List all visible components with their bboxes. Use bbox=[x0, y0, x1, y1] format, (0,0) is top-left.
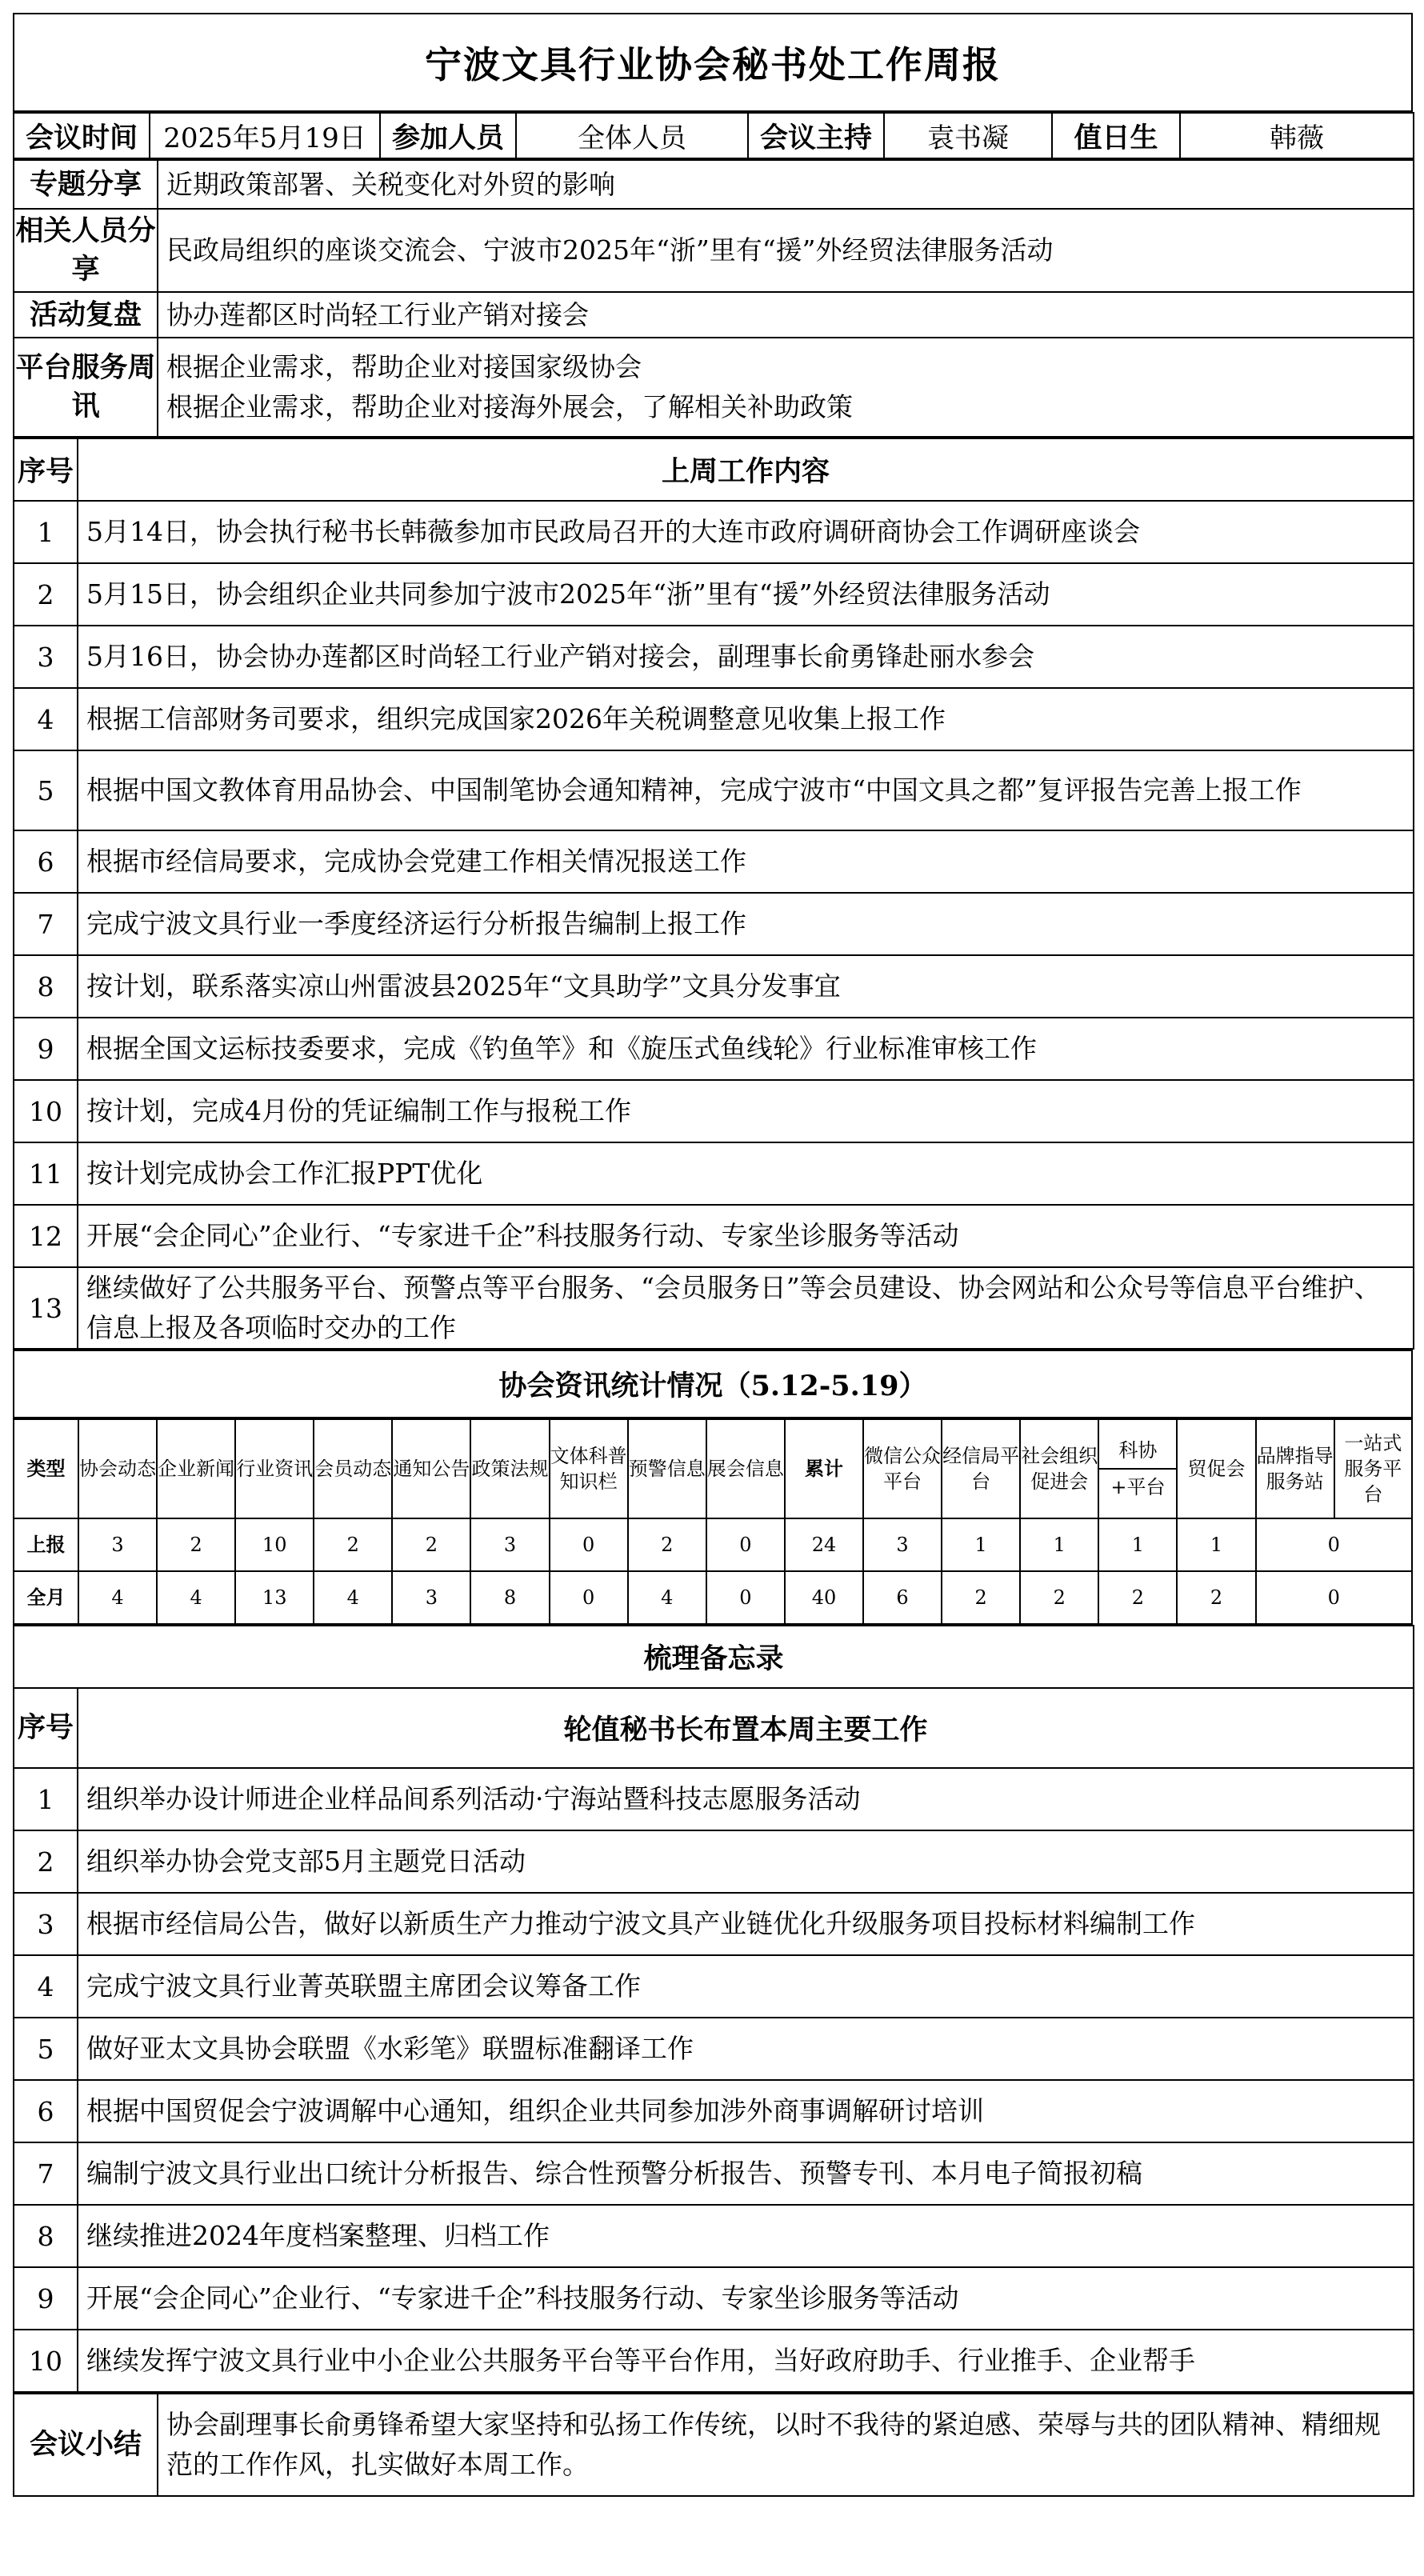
last-week-row bbox=[14, 955, 1414, 1018]
last-week-row-text: 按计划，联系落实凉山州雷波县2025年“文具助学”文具分发事宜 bbox=[78, 955, 1414, 1018]
stats-cell: 40 bbox=[785, 1571, 863, 1624]
last-week-row bbox=[14, 1205, 1414, 1267]
duty-label: 值日生 bbox=[1052, 113, 1180, 158]
memo-row-no: 5 bbox=[14, 2018, 78, 2080]
stats-column-header: 文体科普知识栏 bbox=[550, 1419, 628, 1518]
summary-table bbox=[13, 2393, 1414, 2497]
stats-cell: 1 bbox=[1098, 1518, 1177, 1571]
info-value-topic: 近期政策部署、关税变化对外贸的影响 bbox=[158, 160, 1414, 209]
stats-column-header-main: 科协 bbox=[1099, 1438, 1176, 1470]
memo-heading: 梳理备忘录 bbox=[14, 1626, 1414, 1688]
stats-column-header: 协会动态 bbox=[78, 1419, 157, 1518]
summary-text: 协会副理事长俞勇锋希望大家坚持和弘扬工作传统，以时不我待的紧迫感、荣辱与共的团队精神、精细规范的工作作风，扎实做好本周工作。 bbox=[158, 2394, 1414, 2496]
stats-column-header: 预警信息 bbox=[628, 1419, 706, 1518]
stats-column-header: 品牌指导服务站 bbox=[1256, 1419, 1334, 1518]
stats-cell: 0 bbox=[706, 1571, 785, 1624]
last-week-row-no: 7 bbox=[14, 893, 78, 955]
memo-row bbox=[14, 2142, 1414, 2205]
weekly-report-sheet bbox=[13, 13, 1413, 2497]
last-week-row-no: 10 bbox=[14, 1080, 78, 1142]
memo-subheading: 轮值秘书长布置本周主要工作 bbox=[78, 1688, 1414, 1768]
memo-row-no: 10 bbox=[14, 2330, 78, 2392]
memo-row-text: 继续发挥宁波文具行业中小企业公共服务平台等平台作用，当好政府助手、行业推手、企业帮手 bbox=[78, 2330, 1414, 2392]
memo-no-header: 序号 bbox=[14, 1688, 78, 1768]
stats-row-label: 上报 bbox=[14, 1518, 78, 1571]
stats-cell: 0 bbox=[550, 1571, 628, 1624]
last-week-no-header: 序号 bbox=[14, 438, 78, 501]
last-week-row-text: 5月14日，协会执行秘书长韩薇参加市民政局召开的大连市政府调研商协会工作调研座谈会 bbox=[78, 501, 1414, 563]
info-label-sharing bbox=[14, 209, 158, 292]
info-value-review: 协办莲都区时尚轻工行业产销对接会 bbox=[158, 292, 1414, 338]
stats-column-header: 累计 bbox=[785, 1419, 863, 1518]
stats-column-header: 一站式服务平台 bbox=[1334, 1419, 1412, 1518]
last-week-row bbox=[14, 1080, 1414, 1142]
memo-row-text: 组织举办设计师进企业样品间系列活动·宁海站暨科技志愿服务活动 bbox=[78, 1768, 1414, 1830]
memo-row-no: 2 bbox=[14, 1830, 78, 1893]
stats-cell: 4 bbox=[314, 1571, 392, 1624]
last-week-row-text: 根据工信部财务司要求，组织完成国家2026年关税调整意见收集上报工作 bbox=[78, 688, 1414, 750]
memo-row-no: 6 bbox=[14, 2080, 78, 2142]
memo-row-text: 继续推进2024年度档案整理、归档工作 bbox=[78, 2205, 1414, 2267]
stats-cell: 4 bbox=[78, 1571, 157, 1624]
last-week-row-no: 6 bbox=[14, 830, 78, 893]
stats-cell: 2 bbox=[942, 1571, 1020, 1624]
memo-row-text: 根据市经信局公告，做好以新质生产力推动宁波文具产业链优化升级服务项目投标材料编制工作 bbox=[78, 1893, 1414, 1955]
last-week-row bbox=[14, 501, 1414, 563]
info-value-platform bbox=[158, 338, 1414, 437]
stats-column-header bbox=[1098, 1419, 1177, 1518]
memo-row-text: 编制宁波文具行业出口统计分析报告、综合性预警分析报告、预警专刊、本月电子简报初稿 bbox=[78, 2142, 1414, 2205]
memo-row-text: 开展“会企同心”企业行、“专家进千企”科技服务行动、专家坐诊服务等活动 bbox=[78, 2267, 1414, 2330]
stats-heading-table bbox=[13, 1350, 1413, 1418]
stats-cell-merged: 0 bbox=[1256, 1518, 1412, 1571]
stats-cell: 2 bbox=[314, 1518, 392, 1571]
attendees-label: 参加人员 bbox=[380, 113, 516, 158]
stats-column-header: 企业新闻 bbox=[157, 1419, 235, 1518]
memo-row-no: 4 bbox=[14, 1955, 78, 2018]
platform-line-1: 根据企业需求，帮助企业对接国家级协会 bbox=[166, 351, 642, 382]
stats-column-header: 通知公告 bbox=[392, 1419, 470, 1518]
attendees-value: 全体人员 bbox=[516, 113, 748, 158]
stats-cell: 1 bbox=[1177, 1518, 1255, 1571]
stats-cell: 3 bbox=[470, 1518, 549, 1571]
memo-table bbox=[13, 1625, 1414, 2393]
stats-heading: 协会资讯统计情况（5.12-5.19） bbox=[14, 1350, 1412, 1418]
memo-row bbox=[14, 1955, 1414, 2018]
meeting-info-table bbox=[13, 112, 1414, 159]
stats-cell: 3 bbox=[392, 1571, 470, 1624]
duty-value: 韩薇 bbox=[1180, 113, 1414, 158]
stats-cell: 13 bbox=[235, 1571, 314, 1624]
memo-row-text: 组织举办协会党支部5月主题党日活动 bbox=[78, 1830, 1414, 1893]
last-week-heading: 上周工作内容 bbox=[78, 438, 1414, 501]
stats-cell: 1 bbox=[942, 1518, 1020, 1571]
memo-row-no: 9 bbox=[14, 2267, 78, 2330]
last-week-rows bbox=[14, 501, 1414, 1349]
last-week-row-text: 根据全国文运标技委要求，完成《钓鱼竿》和《旋压式鱼线轮》行业标准审核工作 bbox=[78, 1018, 1414, 1080]
stats-row-month bbox=[14, 1571, 1412, 1624]
summary-label: 会议小结 bbox=[14, 2394, 158, 2496]
memo-row-no: 8 bbox=[14, 2205, 78, 2267]
stats-column-header: 微信公众平台 bbox=[863, 1419, 942, 1518]
memo-row bbox=[14, 2080, 1414, 2142]
stats-column-header: 会员动态 bbox=[314, 1419, 392, 1518]
info-label-sharing-text: 相关人员分享 bbox=[15, 214, 156, 286]
stats-column-header: 贸促会 bbox=[1177, 1419, 1255, 1518]
last-week-row-no: 1 bbox=[14, 501, 78, 563]
last-week-row-text: 5月16日，协会协办莲都区时尚轻工行业产销对接会，副理事长俞勇锋赴丽水参会 bbox=[78, 626, 1414, 688]
info-label-topic: 专题分享 bbox=[14, 160, 158, 209]
stats-row-label: 全月 bbox=[14, 1571, 78, 1624]
last-week-row-no: 8 bbox=[14, 955, 78, 1018]
platform-line-2: 根据企业需求，帮助企业对接海外展会，了解相关补助政策 bbox=[166, 391, 853, 422]
last-week-row bbox=[14, 830, 1414, 893]
memo-row bbox=[14, 1893, 1414, 1955]
memo-row-text: 完成宁波文具行业菁英联盟主席团会议筹备工作 bbox=[78, 1955, 1414, 2018]
stats-cell-merged: 0 bbox=[1256, 1571, 1412, 1624]
last-week-row-no: 3 bbox=[14, 626, 78, 688]
memo-row bbox=[14, 2018, 1414, 2080]
last-week-row bbox=[14, 1018, 1414, 1080]
stats-type-header: 类型 bbox=[14, 1419, 78, 1518]
stats-column-header: 社会组织促进会 bbox=[1020, 1419, 1098, 1518]
stats-cell: 0 bbox=[550, 1518, 628, 1571]
last-week-row-text: 根据中国文教体育用品协会、中国制笔协会通知精神，完成宁波市“中国文具之都”复评报告完善上报工作 bbox=[78, 750, 1414, 830]
last-week-row-no: 4 bbox=[14, 688, 78, 750]
stats-cell: 2 bbox=[392, 1518, 470, 1571]
stats-cell: 3 bbox=[78, 1518, 157, 1571]
last-week-table bbox=[13, 438, 1414, 1350]
info-table bbox=[13, 159, 1414, 438]
stats-column-header: 经信局平台 bbox=[942, 1419, 1020, 1518]
stats-cell: 0 bbox=[706, 1518, 785, 1571]
last-week-row-no: 9 bbox=[14, 1018, 78, 1080]
last-week-row-no: 13 bbox=[14, 1267, 78, 1349]
last-week-row-text: 完成宁波文具行业一季度经济运行分析报告编制上报工作 bbox=[78, 893, 1414, 955]
stats-column-header: 展会信息 bbox=[706, 1419, 785, 1518]
stats-column-header: 行业资讯 bbox=[235, 1419, 314, 1518]
info-value-sharing: 民政局组织的座谈交流会、宁波市2025年“浙”里有“援”外经贸法律服务活动 bbox=[158, 209, 1414, 292]
last-week-row-text: 按计划完成协会工作汇报PPT优化 bbox=[78, 1142, 1414, 1205]
last-week-row-text: 开展“会企同心”企业行、“专家进千企”科技服务行动、专家坐诊服务等活动 bbox=[78, 1205, 1414, 1267]
stats-cell: 6 bbox=[863, 1571, 942, 1624]
host-value: 袁书凝 bbox=[884, 113, 1052, 158]
memo-rows bbox=[14, 1768, 1414, 2392]
last-week-row bbox=[14, 688, 1414, 750]
last-week-row-no: 12 bbox=[14, 1205, 78, 1267]
stats-cell: 4 bbox=[157, 1571, 235, 1624]
stats-header-row bbox=[14, 1419, 1412, 1518]
last-week-row-no: 2 bbox=[14, 563, 78, 626]
meeting-time-label: 会议时间 bbox=[14, 113, 150, 158]
last-week-row-text: 按计划，完成4月份的凭证编制工作与报税工作 bbox=[78, 1080, 1414, 1142]
stats-column-header-sub: +平台 bbox=[1110, 1476, 1166, 1498]
host-label: 会议主持 bbox=[748, 113, 884, 158]
last-week-row-no: 11 bbox=[14, 1142, 78, 1205]
info-label-platform: 平台服务周讯 bbox=[14, 338, 158, 437]
last-week-row bbox=[14, 893, 1414, 955]
last-week-row-text: 继续做好了公共服务平台、预警点等平台服务、“会员服务日”等会员建设、协会网站和公众号等信息平台维护、信息上报及各项临时交办的工作 bbox=[78, 1267, 1414, 1349]
stats-cell: 10 bbox=[235, 1518, 314, 1571]
memo-row bbox=[14, 2205, 1414, 2267]
last-week-row-text: 根据市经信局要求，完成协会党建工作相关情况报送工作 bbox=[78, 830, 1414, 893]
page-title: 宁波文具行业协会秘书处工作周报 bbox=[14, 14, 1412, 111]
memo-row-text: 做好亚太文具协会联盟《水彩笔》联盟标准翻译工作 bbox=[78, 2018, 1414, 2080]
memo-row bbox=[14, 1830, 1414, 1893]
stats-cell: 2 bbox=[157, 1518, 235, 1571]
last-week-row bbox=[14, 626, 1414, 688]
stats-cell: 2 bbox=[1177, 1571, 1255, 1624]
stats-row-report bbox=[14, 1518, 1412, 1571]
stats-cell: 1 bbox=[1020, 1518, 1098, 1571]
stats-cell: 3 bbox=[863, 1518, 942, 1571]
stats-cell: 2 bbox=[1098, 1571, 1177, 1624]
memo-row bbox=[14, 1768, 1414, 1830]
info-label-review: 活动复盘 bbox=[14, 292, 158, 338]
title-table bbox=[13, 13, 1413, 112]
memo-row-no: 7 bbox=[14, 2142, 78, 2205]
stats-table bbox=[13, 1418, 1413, 1625]
memo-row bbox=[14, 2330, 1414, 2392]
last-week-row-no: 5 bbox=[14, 750, 78, 830]
stats-cell: 4 bbox=[628, 1571, 706, 1624]
stats-cell: 24 bbox=[785, 1518, 863, 1571]
memo-row-no: 1 bbox=[14, 1768, 78, 1830]
memo-row-no: 3 bbox=[14, 1893, 78, 1955]
last-week-row bbox=[14, 1142, 1414, 1205]
meeting-time-value: 2025年5月19日 bbox=[150, 113, 380, 158]
stats-cell: 2 bbox=[628, 1518, 706, 1571]
last-week-row bbox=[14, 1267, 1414, 1349]
stats-column-header: 政策法规 bbox=[470, 1419, 549, 1518]
stats-cell: 8 bbox=[470, 1571, 549, 1624]
memo-row bbox=[14, 2267, 1414, 2330]
stats-cell: 2 bbox=[1020, 1571, 1098, 1624]
last-week-row bbox=[14, 563, 1414, 626]
last-week-row bbox=[14, 750, 1414, 830]
last-week-row-text: 5月15日，协会组织企业共同参加宁波市2025年“浙”里有“援”外经贸法律服务活动 bbox=[78, 563, 1414, 626]
memo-row-text: 根据中国贸促会宁波调解中心通知，组织企业共同参加涉外商事调解研讨培训 bbox=[78, 2080, 1414, 2142]
